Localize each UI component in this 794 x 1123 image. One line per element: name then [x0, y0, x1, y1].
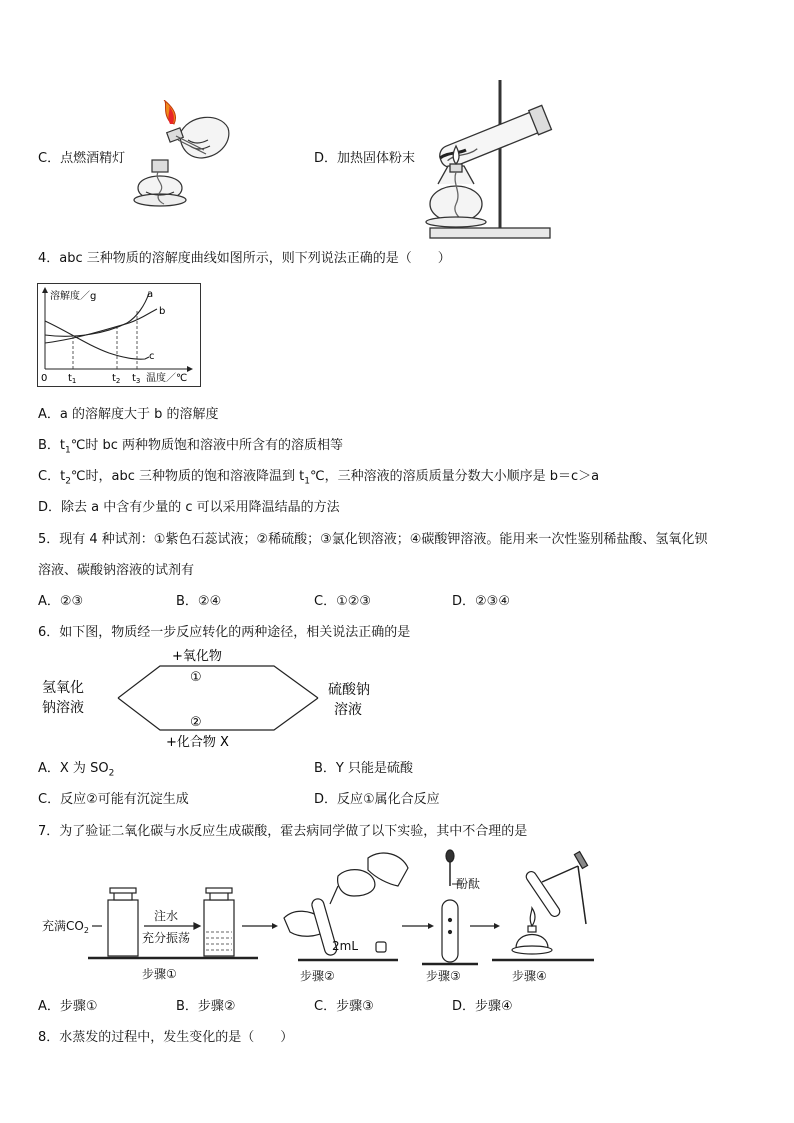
bottle-1	[108, 900, 138, 956]
heating-solid-powder-illustration	[418, 76, 558, 242]
step2-label: 步骤②	[300, 969, 335, 983]
origin-label: 0	[41, 373, 48, 384]
t2-label: $t_2$	[112, 373, 121, 385]
q7-option-b: B．步骤②	[176, 999, 236, 1014]
start-substance-line1: 氢氧化	[42, 680, 84, 696]
test-tube-shape	[436, 105, 551, 172]
q3-option-c: C．点燃酒精灯	[38, 151, 126, 166]
step4-group	[512, 852, 588, 954]
end-substance-line1: 硫酸钠	[328, 682, 370, 698]
top-path-number: ①	[190, 670, 202, 685]
add-water-label: 注水	[154, 909, 179, 923]
q4-option-c: C．$t_2℃$时，abc 三种物质的饱和溶液降温到 $t_1℃$，三种溶液的溶质质量分数大小顺序是 b＝c＞a	[38, 469, 600, 487]
q5-stem-line1: 5．现有 4 种试剂：①紫色石蕊试液；②稀硫酸；③氯化钡溶液；④碳酸钾溶液。能用来一次性鉴别稀盐酸、氢氧化钡	[38, 532, 708, 547]
bottle-2	[204, 900, 234, 956]
q6-option-c: C．反应②可能有沉淀生成	[38, 792, 189, 807]
t1-label: $t_1$	[68, 373, 77, 385]
q7-option-a: A．步骤①	[38, 999, 98, 1014]
q6-option-a: A．X 为 $SO_2$	[38, 761, 115, 779]
alcohol-lamp-lighting-illustration	[128, 100, 238, 218]
tube-holder	[542, 866, 578, 882]
step1-label: 步骤①	[142, 967, 177, 981]
curve-b-label: b	[159, 306, 166, 317]
q5-option-b: B．②④	[176, 594, 222, 609]
stand-base-shape	[430, 228, 550, 238]
alcohol-lamp-shape	[426, 164, 486, 227]
q4-option-b: B．$t_1℃$时 bc 两种物质饱和溶液中所含有的溶质相等	[38, 438, 344, 456]
y-axis-label: 溶解度／g	[50, 291, 97, 302]
q4-option-d: D．除去 a 中含有少量的 c 可以采用降温结晶的方法	[38, 500, 340, 515]
curve-a-label: a	[147, 289, 154, 300]
bottom-path-number: ②	[190, 715, 202, 730]
volume-label: 2mL	[332, 939, 359, 953]
top-path	[118, 666, 318, 698]
curve-c-label: c	[149, 351, 155, 362]
q5-stem-line2: 溶液、碳酸钠溶液的试剂有	[38, 563, 195, 578]
stopper-shape	[376, 942, 386, 952]
q3-option-d: D．加热固体粉末	[314, 151, 416, 166]
co2-filled-label: 充满$CO_2$	[42, 919, 89, 935]
dropper-bulb	[446, 850, 454, 862]
q7-option-d: D．步骤④	[452, 999, 513, 1014]
test-tube-step4	[524, 870, 561, 919]
q7-stem: 7．为了验证二氧化碳与水反应生成碳酸，霍去病同学做了以下实验，其中不合理的是	[38, 824, 528, 839]
reaction-path-diagram	[38, 646, 398, 754]
lower-lamp-shape	[134, 160, 186, 206]
q4-stem: 4．abc 三种物质的溶解度曲线如图所示，则下列说法正确的是（ ）	[38, 251, 451, 266]
q5-option-a: A．②③	[38, 594, 84, 609]
t3-label: $t_3$	[132, 373, 141, 385]
co2-experiment-illustration	[38, 846, 594, 990]
step3-group	[442, 850, 458, 962]
q5-option-d: D．②③④	[452, 594, 510, 609]
step3-label: 步骤③	[426, 969, 461, 983]
q7-option-c: C．步骤③	[314, 999, 374, 1014]
q8-stem: 8．水蒸发的过程中，发生变化的是（ ）	[38, 1030, 294, 1045]
upper-lamp-shape	[167, 117, 229, 158]
reagent-bottle-shape	[338, 870, 375, 896]
end-substance-line2: 溶液	[334, 702, 362, 718]
solubility-curve-chart	[37, 283, 201, 387]
shake-label: 充分振荡	[142, 931, 191, 945]
start-substance-line2: 钠溶液	[42, 700, 84, 716]
phenolphthalein-label: 酚酞	[456, 877, 481, 891]
q6-stem: 6．如下图，物质经一步反应转化的两种途径，相关说法正确的是	[38, 625, 411, 640]
q6-option-b: B．Y 只能是硫酸	[314, 761, 413, 776]
bottom-path	[118, 698, 318, 730]
q5-option-c: C．①②③	[314, 594, 372, 609]
x-axis-label: 温度／℃	[146, 373, 188, 384]
q4-option-a: A．a 的溶解度大于 b 的溶解度	[38, 407, 219, 422]
step4-label: 步骤④	[512, 969, 547, 983]
bottom-reagent-label: +化合物 X	[166, 735, 229, 750]
q6-option-d: D．反应①属化合反应	[314, 792, 440, 807]
step1-group	[42, 888, 258, 958]
top-reagent-label: +氧化物	[172, 649, 222, 664]
